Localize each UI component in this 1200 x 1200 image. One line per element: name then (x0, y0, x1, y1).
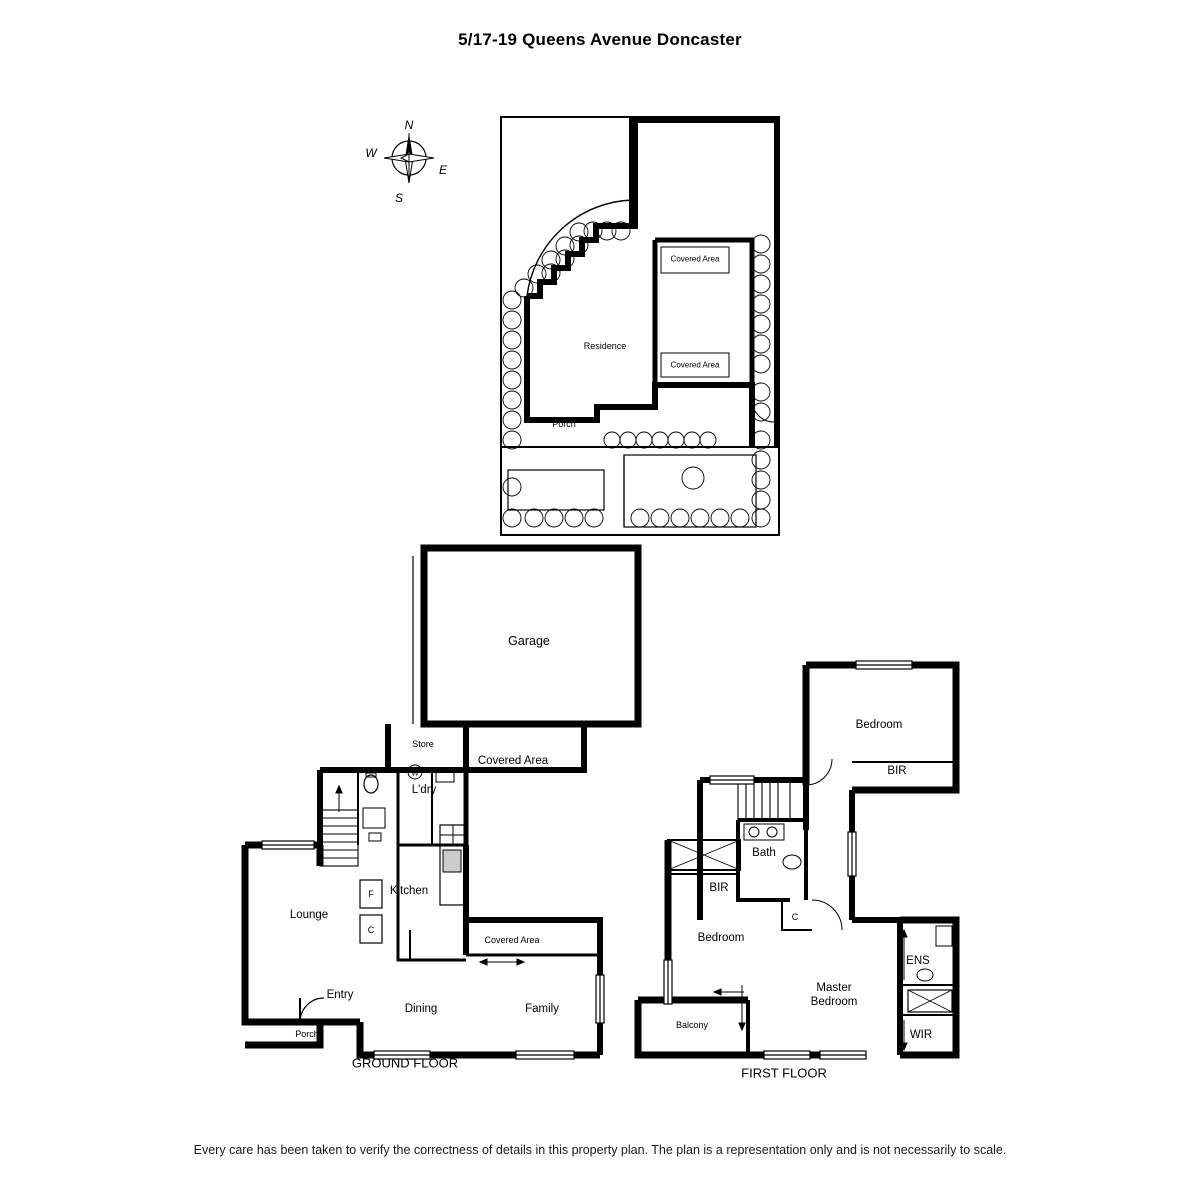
room-label-balcony: Balcony (675, 1020, 709, 1030)
room-label-dining: Dining (404, 1003, 438, 1015)
ground-floor-plan (245, 548, 638, 1059)
room-label-master-line2: Bedroom (810, 996, 858, 1008)
site-label-covered-area-north: Covered Area (670, 254, 720, 264)
room-label-bedroom-lower: Bedroom (697, 932, 745, 944)
room-label-store: Store (412, 739, 434, 749)
room-label-covered-area-garage: Covered Area (477, 755, 549, 767)
page-title: 5/17-19 Queens Avenue Doncaster (458, 30, 742, 49)
room-label-bedroom-upper: Bedroom (855, 719, 903, 731)
room-label-bir-upper: BIR (887, 765, 907, 777)
room-label-master-line1: Master (816, 982, 852, 994)
room-label-lounge: Lounge (289, 909, 329, 921)
room-label-porch-ground: Porch (295, 1029, 319, 1039)
first-floor-plan (638, 661, 956, 1059)
room-label-wir: WIR (909, 1029, 933, 1041)
room-label-bath: Bath (752, 847, 776, 859)
site-plan (501, 117, 780, 535)
room-label-laundry: L'dry (411, 784, 437, 796)
ground-floor-title: GROUND FLOOR (351, 1055, 459, 1071)
room-label-kitchen: Kitchen (389, 885, 429, 897)
room-label-bir-lower: BIR (709, 882, 729, 894)
compass-rose (384, 133, 434, 183)
room-label-family: Family (525, 1003, 559, 1015)
disclaimer-text: Every care has been taken to verify the correctness of details in this property plan. The plan is a representation only and is not necessarily to scale. (193, 1143, 1007, 1157)
room-label-ensuite: ENS (906, 955, 930, 967)
compass-north-label: N (404, 118, 414, 132)
room-label-garage: Garage (508, 634, 550, 648)
site-label-residence: Residence (583, 341, 627, 351)
first-floor-title: FIRST FLOOR (741, 1065, 827, 1081)
room-label-entry: Entry (326, 989, 354, 1001)
compass-west-label: W (365, 146, 377, 160)
landscaping-shrubs (503, 222, 770, 527)
site-label-covered-area-south: Covered Area (670, 360, 720, 370)
room-label-cupboard-ground: C (367, 925, 375, 935)
room-label-cupboard-first: C (791, 912, 799, 922)
room-label-fridge: F (368, 889, 374, 899)
compass-east-label: E (438, 163, 448, 177)
svg-text:W: W (411, 768, 419, 778)
site-label-porch: Porch (552, 419, 576, 429)
compass-south-label: S (394, 191, 404, 205)
room-label-covered-area-rear: Covered Area (484, 935, 540, 945)
